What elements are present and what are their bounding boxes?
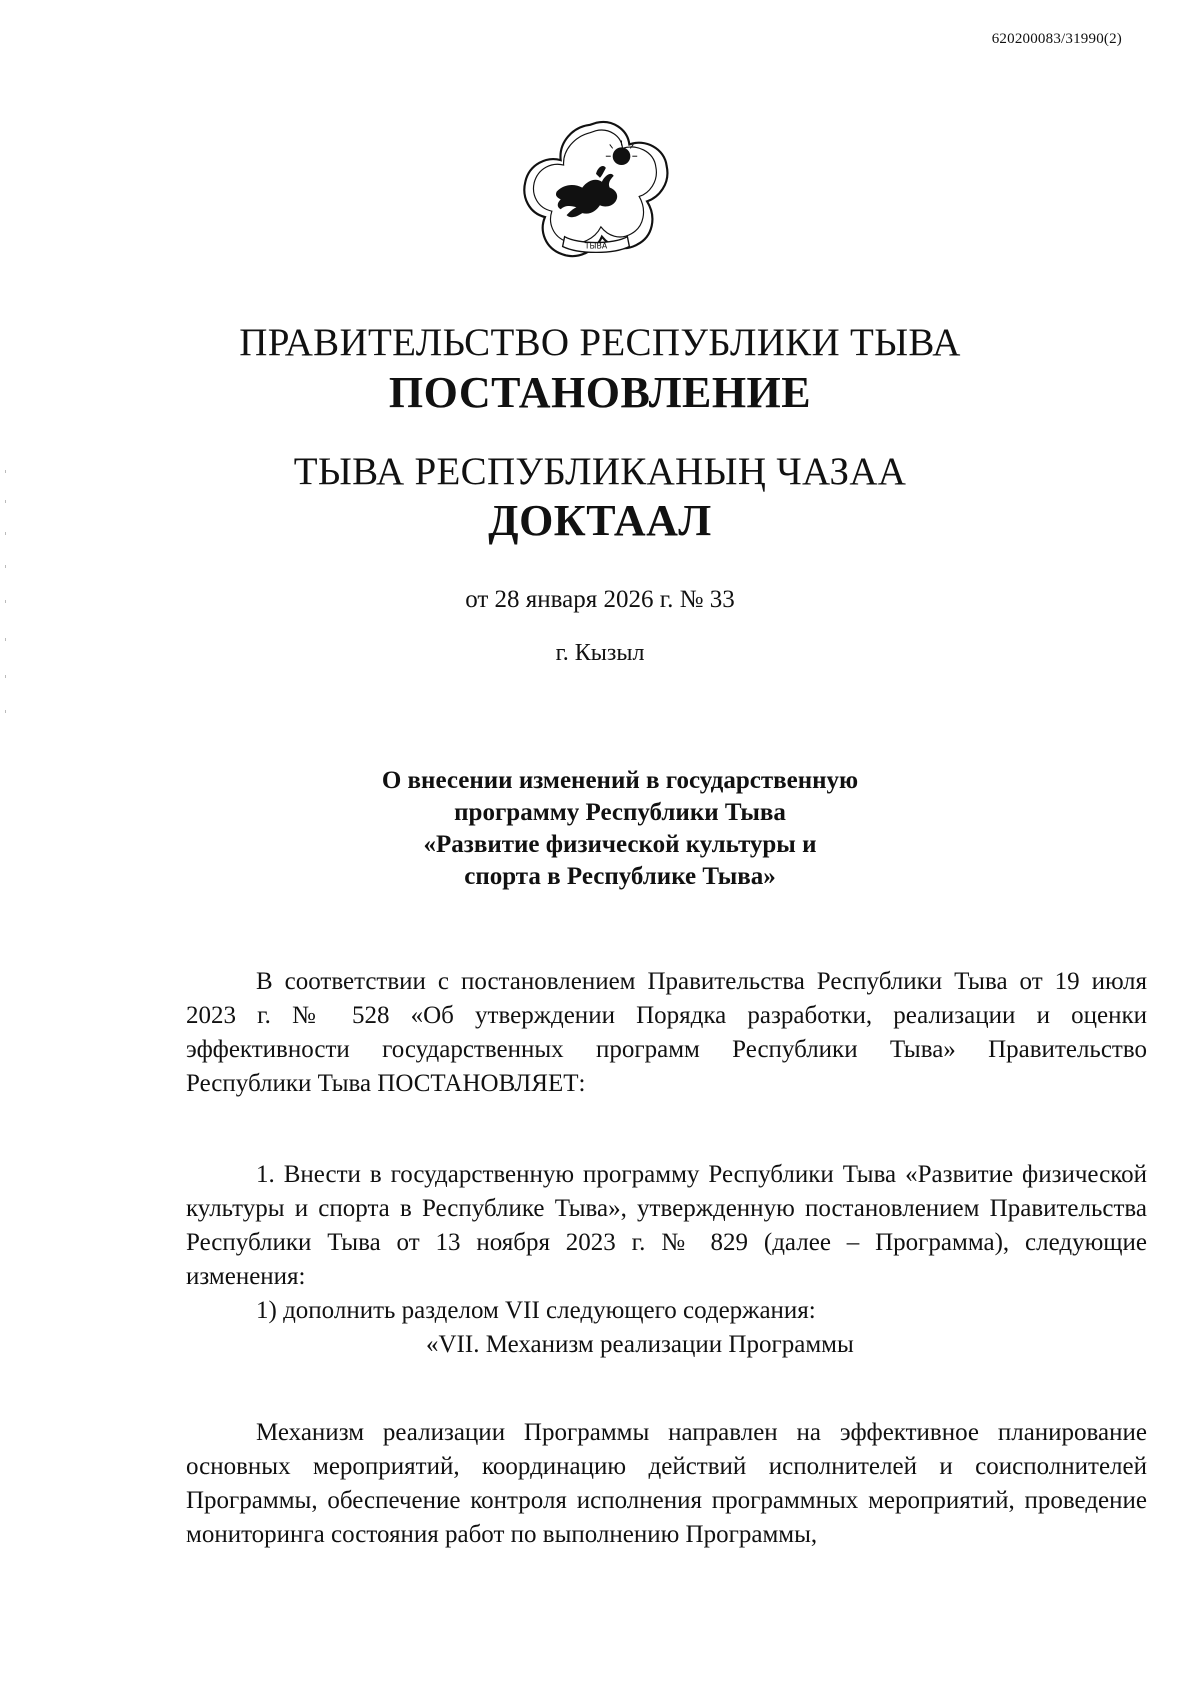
- decree-subject: [300, 765, 940, 893]
- clause-1-paragraph: 1. Внести в государственную программу Республики Тыва «Развитие физической культуры и спорта в Республике Тыва», утвержденную постановлением Правительства Республики Тыва от 13 ноября 2023 г. № 829 (далее – Программа), следующие изменения:: [186, 1161, 1147, 1290]
- section-heading: «VII. Механизм реализации Программы: [426, 1331, 854, 1358]
- subject-line: программу Республики Тыва: [454, 799, 786, 826]
- tyva-coat-of-arms-icon: [517, 115, 675, 272]
- mechanism-paragraph-block: [186, 1416, 1147, 1552]
- subject-line: спорта в Республике Тыва»: [464, 863, 776, 890]
- government-title-ru: ПРАВИТЕЛЬСТВО РЕСПУБЛИКИ ТЫВА: [239, 321, 961, 364]
- decree-city: г. Кызыл: [555, 640, 645, 666]
- clause-1-paragraph-block: [186, 1158, 1147, 1294]
- preamble-paragraph: В соответствии с постановлением Правительства Республики Тыва от 19 июля 2023 г. № 528 «Об утверждении Порядка разработки, реализации и оценки эффективности государственных программ Республики Тыва» Правительство Республики Тыва ПОСТАНОВЛЯЕТ:: [186, 968, 1147, 1097]
- emblem-ribbon-text: ТЫВА: [584, 241, 608, 251]
- government-title-tyv: ТЫВА РЕСПУБЛИКАНЫҢ ЧАЗАА: [293, 450, 907, 493]
- mechanism-paragraph: Механизм реализации Программы направлен на эффективное планирование основных мероприятий, координацию действий исполнителей и соисполнителей Программы, обеспечение контроля исполнения программных мероприятий, проведение мониторинга состояния работ по выполнению Программы,: [186, 1419, 1147, 1548]
- document-registration-number: 620200083/31990(2): [991, 31, 1122, 47]
- decree-title-ru: ПОСТАНОВЛЕНИЕ: [388, 368, 812, 417]
- decree-title-tyv: ДОКТААЛ: [488, 496, 712, 545]
- subject-line: «Развитие физической культуры и: [423, 831, 817, 858]
- amendment-list-item: 1) дополнить разделом VII следующего содержания:: [256, 1297, 816, 1324]
- subject-line: О внесении изменений в государственную: [381, 767, 859, 794]
- scan-margin-marks: [4, 470, 8, 750]
- preamble-paragraph-block: [186, 965, 1147, 1101]
- decree-date-number: от 28 января 2026 г. № 33: [465, 586, 735, 613]
